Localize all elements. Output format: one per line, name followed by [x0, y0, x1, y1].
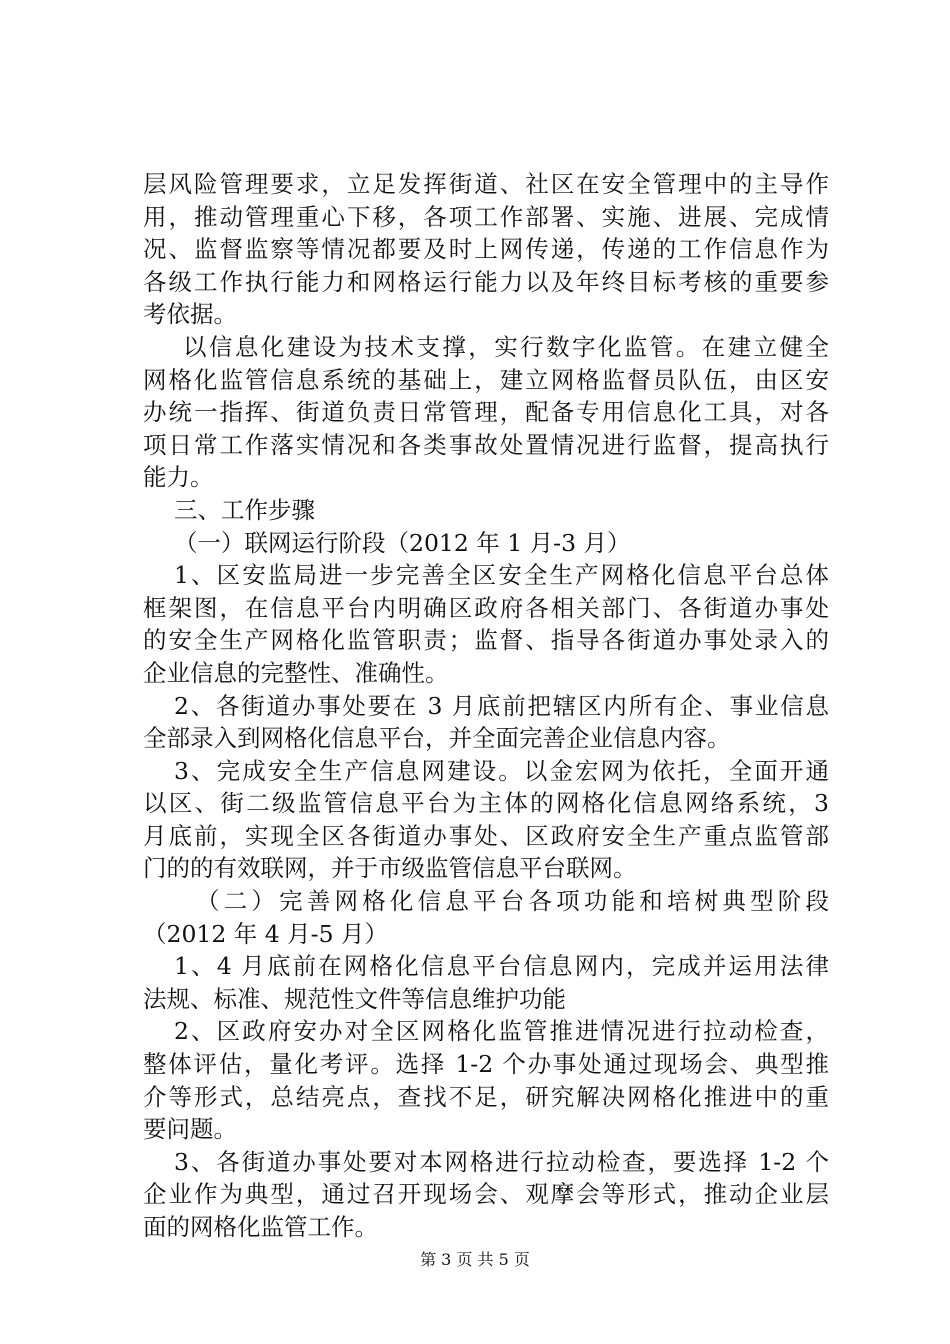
- page-footer: 第 3 页 共 5 页: [420, 1250, 530, 1269]
- text-line: 以区、街二级监管信息平台为主体的网格化信息网络系统，3: [143, 789, 829, 818]
- text-line: 各级工作执行能力和网格运行能力以及年终目标考核的重要参: [143, 267, 829, 296]
- text-line: 能力。: [143, 463, 214, 492]
- text-line: 2、各街道办事处要在 3 月底前把辖区内所有企、事业信息: [174, 691, 829, 720]
- text-line: 层风险管理要求，立足发挥街道、社区在安全管理中的主导作: [143, 170, 829, 198]
- text-line: 况、监督监察等情况都要及时上网传递，传递的工作信息作为: [143, 235, 829, 264]
- text-line: 全部录入到网格化信息平台，并全面完善企业信息内容。: [143, 724, 731, 753]
- text-line: （2012 年 4 月-5 月）: [143, 919, 389, 948]
- text-line: 办统一指挥、街道负责日常管理，配备专用信息化工具，对各: [143, 398, 829, 427]
- text-line: 企业信息的完整性、准确性。: [143, 658, 449, 687]
- text-line: 用，推动管理重心下移，各项工作部署、实施、进展、完成情: [143, 202, 829, 231]
- text-line: 要问题。: [143, 1115, 237, 1144]
- text-line: （一）联网运行阶段（2012 年 1 月-3 月）: [174, 528, 631, 557]
- text-line: 法规、标准、规范性文件等信息维护功能: [143, 984, 566, 1013]
- text-line: 网格化监管信息系统的基础上，建立网格监督员队伍，由区安: [143, 365, 829, 394]
- text-line: 1、4 月底前在网格化信息平台信息网内，完成并运用法律: [174, 952, 829, 981]
- text-line: 三、工作步骤: [174, 495, 315, 524]
- text-line: 月底前，实现全区各街道办事处、区政府安全生产重点监管部: [143, 821, 829, 850]
- text-line: 考依据。: [143, 300, 237, 329]
- document-body: [143, 168, 829, 1244]
- text-line: （二）完善网格化信息平台各项功能和培树典型阶段: [196, 887, 829, 916]
- text-line: 企业作为典型，通过召开现场会、观摩会等形式，推动企业层: [143, 1180, 829, 1209]
- text-line: 框架图，在信息平台内明确区政府各相关部门、各街道办事处: [143, 593, 829, 622]
- text-line: 2、区政府安办对全区网格化监管推进情况进行拉动检查，: [174, 1017, 829, 1046]
- text-line: 项日常工作落实情况和各类事故处置情况进行监督，提高执行: [143, 430, 829, 459]
- text-line: 门的的有效联网，并于市级监管信息平台联网。: [143, 854, 637, 883]
- text-line: 的安全生产网格化监管职责；监督、指导各街道办事处录入的: [143, 626, 829, 655]
- text-line: 1、区安监局进一步完善全区安全生产网格化信息平台总体: [174, 561, 829, 590]
- text-line: 以信息化建设为技术支撑，实行数字化监管。在建立健全: [183, 332, 829, 361]
- text-line: 整体评估，量化考评。选择 1-2 个办事处通过现场会、典型推: [143, 1050, 829, 1079]
- text-line: 面的网格化监管工作。: [143, 1213, 378, 1241]
- text-line: 3、完成安全生产信息网建设。以金宏网为依托，全面开通: [174, 756, 829, 785]
- text-line: 介等形式，总结亮点，查找不足，研究解决网格化推进中的重: [143, 1082, 829, 1111]
- text-line: 3、各街道办事处要对本网格进行拉动检查，要选择 1-2 个: [174, 1147, 829, 1176]
